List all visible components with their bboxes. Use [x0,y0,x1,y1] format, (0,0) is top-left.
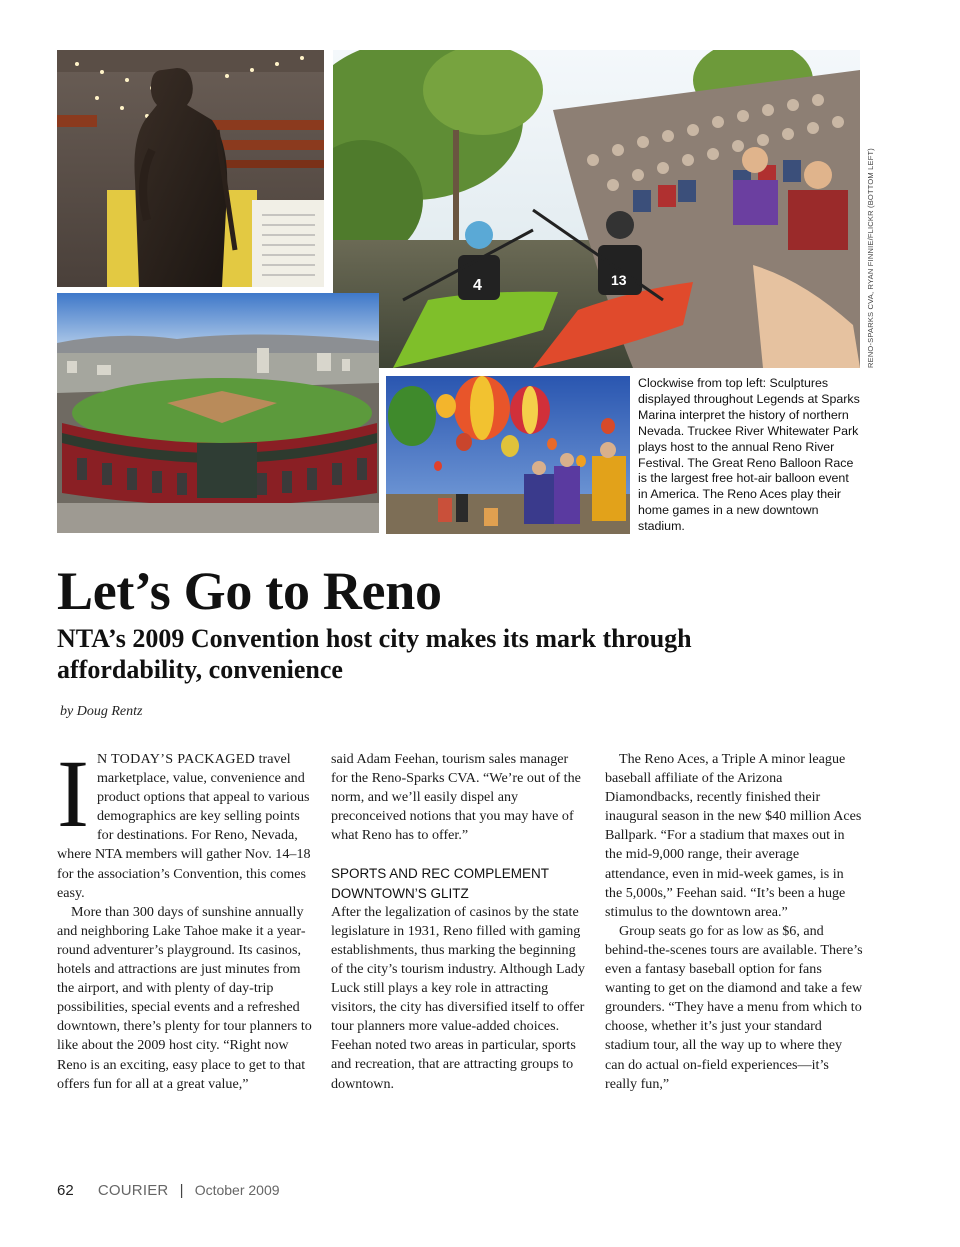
article-paragraph: Group seats go for as low as $6, and behind-the-scenes tours are available. There’s even a fantasy baseball option for fans wanting to get on the diamond and take a few grounders. “They have a menu from which to choose, whether it’s just your standard stadium tour, all the way up to where they can do actual on-field experiences—it’s really fun,” [605,922,863,1092]
page-footer [57,1182,280,1199]
section-subhead: SPORTS AND REC COMPLEMENT DOWNTOWN’S GLITZ [331,866,549,901]
magazine-name: COURIER [97,1182,169,1199]
article-column-3 [605,750,863,1094]
photo-credit: RENO-SPARKS CVA, RYAN FINNIE/FLICKR (BOTTOM LEFT) [866,148,875,368]
drop-cap: I [57,740,89,847]
article-paragraph [57,740,314,903]
paragraph-text: travel marketplace, value, convenience and product options that appeal to various demographics are key selling points for destinations. For Reno, Nevada, where NTA members will gather Nov. 14–18 for the association’s Convention, this comes easy. [57,751,311,901]
footer-separator: | [179,1182,184,1199]
photo-balloon-race [386,376,630,534]
article-column-2 [331,750,588,1094]
photo-statue-sculpture [57,50,324,287]
lead-in-caps: N TODAY’S PACKAGED [96,751,256,767]
byline: by Doug Rentz [60,704,143,719]
photo-river-festival [333,50,860,368]
issue-date: October 2009 [194,1182,280,1198]
photo-caption: Clockwise from top left: Sculptures displayed throughout Legends at Sparks Marina interpret the history of northern Nevada. Truckee River Whitewater Park plays host to the annual Reno River Festival. The Great Reno Balloon Race is the largest free hot-air balloon event in America. The Reno Aces play their home games in a new downtown stadium. [638,376,860,534]
article-paragraph: said Adam Feehan, tourism sales manager for the Reno-Sparks CVA. “We’re out of the norm, and we’ll easily dispel any preconceived notions that you may have of what Reno has to offer.” [331,751,581,844]
page-number: 62 [57,1182,74,1199]
article-title: Let’s Go to Reno [57,561,442,621]
article-column-1 [57,740,314,1094]
article-paragraph: The Reno Aces, a Triple A minor league baseball affiliate of the Arizona Diamondbacks, recently finished their inaugural season in the new $40 million Aces Ballpark. “For a stadium that maxes out in the mid-9,000 range, their average attendance, even in mid-week games, is in the 5,000s,” Feehan said. “It’s been a huge stimulus to the downtown area.” [605,751,862,920]
photo-aces-ballpark [57,293,379,533]
article-paragraph: More than 300 days of sunshine annually and neighboring Lake Tahoe make it a year-round adventurer’s playground. Its casinos, hotels and attractions are just minutes from the airport, and with plenty of day-trip possibilities, special events and a refreshed downtown, there’s plenty for tour planners to like about the 2009 host city. “Right now Reno is an exciting, easy place to get to that offers fun for all at a great value,” [57,903,312,1092]
article-paragraph: After the legalization of casinos by the state legislature in 1931, Reno filled with gaming establishments, thus marking the beginning of the city’s tourism industry. Although Lady Luck still plays a key role in attracting visitors, the city has diversified itself to offer tour planners more value-added choices. Feehan noted two areas in particular, sports and recreation, that are attracting groups to downtown. [331,903,585,1092]
article-subtitle: NTA’s 2009 Convention host city makes its mark through affordability, convenience [57,624,692,684]
kayaker-number-13: 13 [611,272,627,288]
kayaker-number-4: 4 [473,277,482,294]
